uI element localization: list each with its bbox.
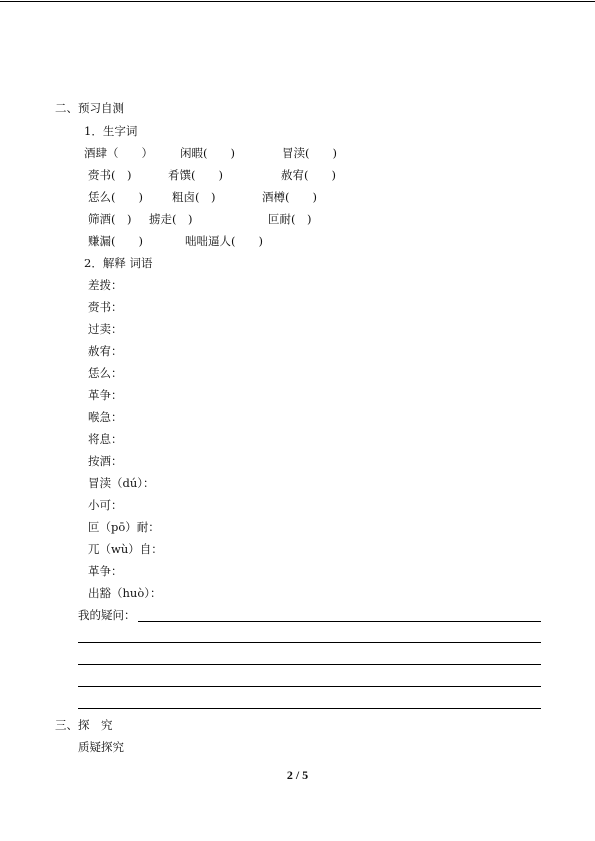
term-item: 小可： xyxy=(88,498,123,512)
term-item: 兀（wù）自： xyxy=(88,542,163,556)
term-item: 冒渎（dú）： xyxy=(88,476,155,490)
term-item: 赍书： xyxy=(88,300,123,314)
section-3-subtitle: 质疑探究 xyxy=(78,740,124,754)
vocab-item: 粗卤( ) xyxy=(172,190,216,204)
term-item: 差拨： xyxy=(88,278,123,292)
term-item: 将息： xyxy=(88,432,123,446)
section-2-title: 二、预习自测 xyxy=(55,101,124,115)
vocab-item: 赦宥( ) xyxy=(281,168,336,182)
term-item: 恁么： xyxy=(88,366,123,380)
vocab-item: 酒肆（ ） xyxy=(84,146,153,160)
answer-line[interactable] xyxy=(78,642,541,643)
vocab-item: 叵耐( ) xyxy=(268,212,312,226)
term-item: 叵（pō）耐： xyxy=(88,520,160,534)
header-rule xyxy=(0,1,595,2)
vocab-item: 筛酒( ) xyxy=(88,212,132,226)
answer-line[interactable] xyxy=(78,686,541,687)
term-item: 出豁（huò）： xyxy=(88,586,162,600)
term-item: 赦宥： xyxy=(88,344,123,358)
section-3-title: 三、探 究 xyxy=(55,718,113,732)
term-item: 喉急： xyxy=(88,410,123,424)
vocab-item: 肴馔( ) xyxy=(168,168,223,182)
vocab-item: 冒渎( ) xyxy=(282,146,337,160)
question-label: 我的疑问： xyxy=(78,608,136,622)
term-item: 革争： xyxy=(88,388,123,402)
page-number: 2 / 5 xyxy=(286,768,309,782)
answer-line[interactable] xyxy=(78,664,541,665)
vocab-item: 赍书( ) xyxy=(88,168,132,182)
vocab-item: 赚漏( ) xyxy=(88,234,143,248)
term-item: 过卖： xyxy=(88,322,123,336)
subsection-definitions-title: 2．解释 词语 xyxy=(84,256,153,270)
answer-line[interactable] xyxy=(78,708,541,709)
vocab-item: 酒樽( ) xyxy=(262,190,317,204)
vocab-item: 掳走( ) xyxy=(149,212,193,226)
vocab-item: 恁么( ) xyxy=(88,190,143,204)
term-item: 按酒： xyxy=(88,454,123,468)
term-item: 革争： xyxy=(88,564,123,578)
vocab-item: 闲暇( ) xyxy=(180,146,235,160)
subsection-vocab-title: 1．生字词 xyxy=(84,124,138,138)
question-answer-line[interactable] xyxy=(138,621,541,622)
vocab-item: 咄咄逼人( ) xyxy=(185,234,263,248)
